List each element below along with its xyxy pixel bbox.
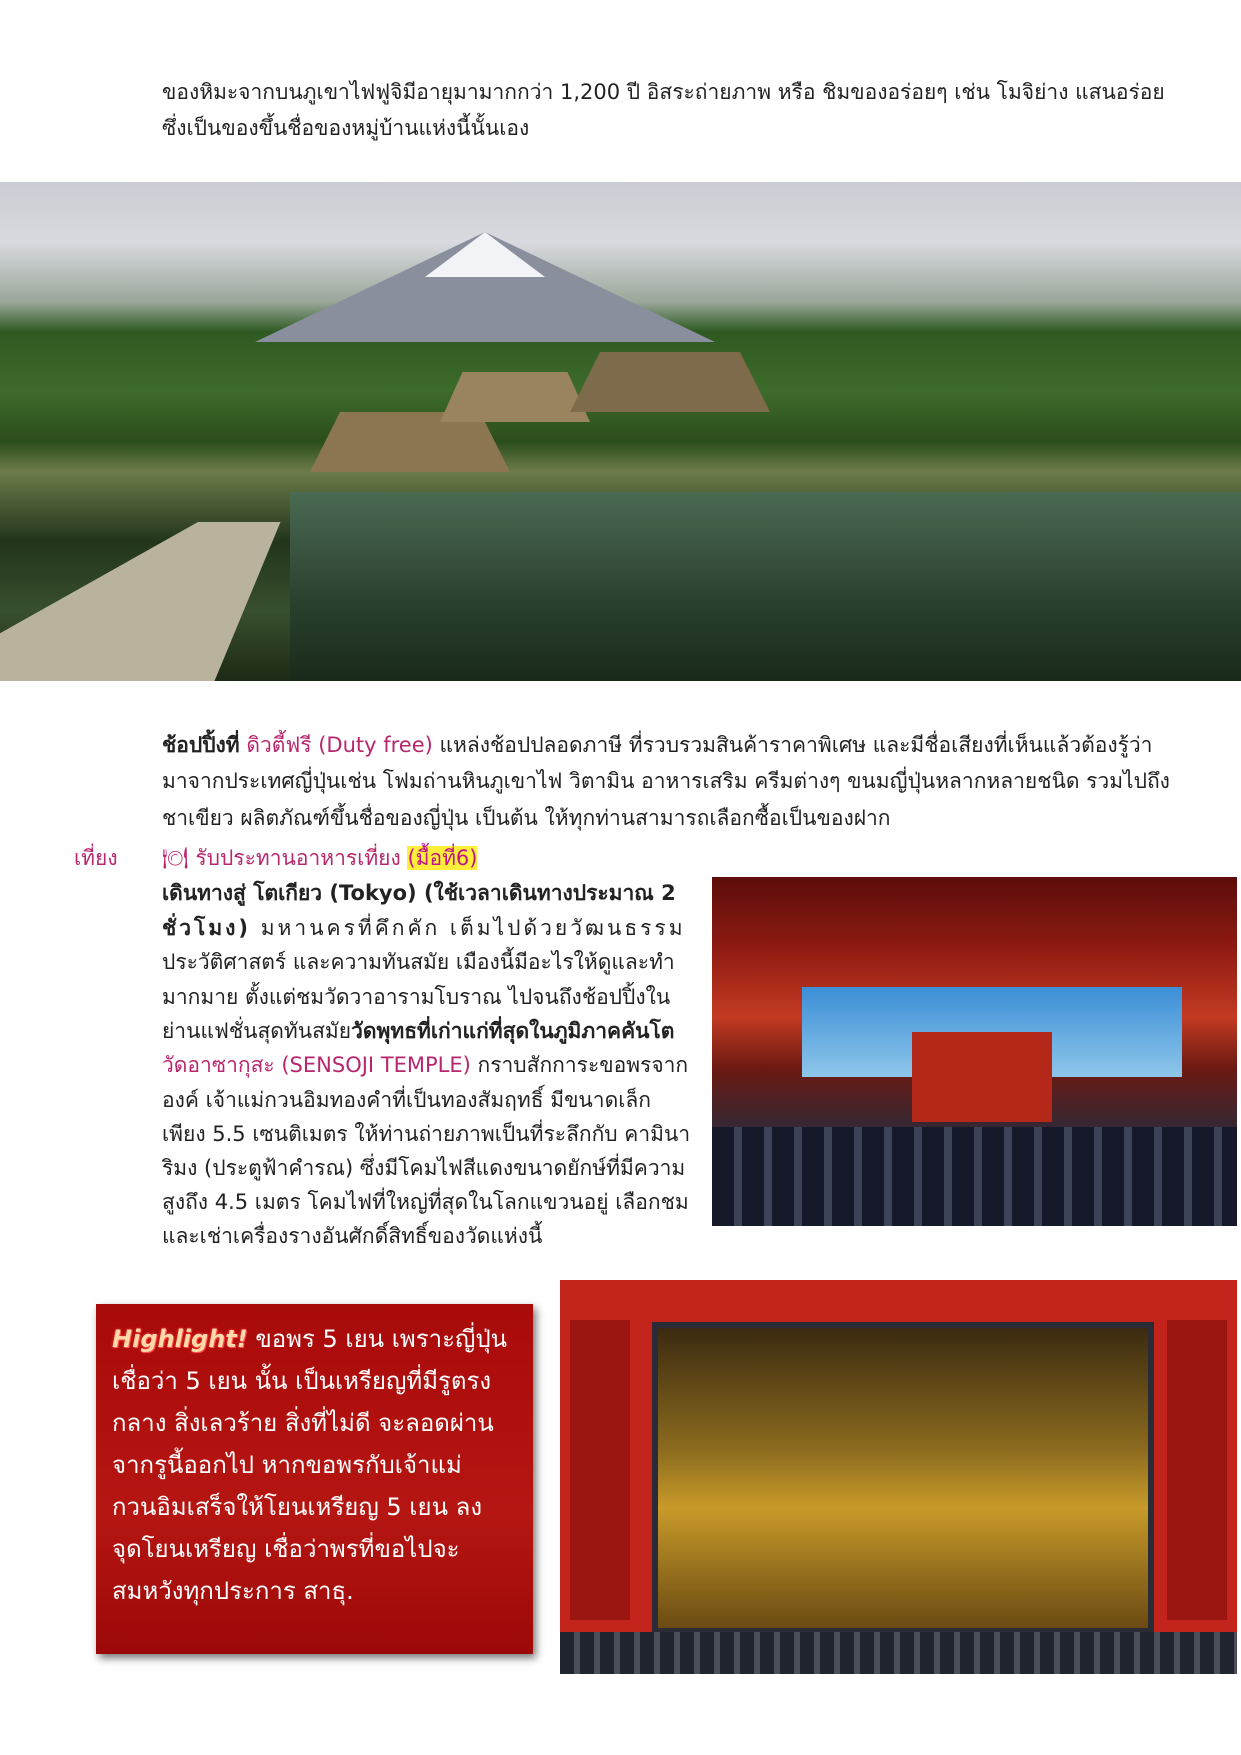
- sensoji-temple-name: วัดอาซากุสะ (SENSOJI TEMPLE): [162, 1053, 471, 1077]
- shopping-line3: ชาเขียว ผลิตภัณฑ์ขึ้นชื่อของญี่ปุ่น เป็นต้น ให้ทุกท่านสามารถเลือกซื้อเป็นของฝาก: [162, 806, 891, 830]
- highlight-label: Highlight!: [112, 1325, 248, 1353]
- intro-paragraph-line2: ซึ่งเป็นของขึ้นชื่อของหมู่บ้านแห่งนี้นั้นเอง: [162, 116, 530, 140]
- highlight-line6: จุดโยนเหรียญ เชื่อว่าพรที่ขอไปจะ: [112, 1535, 460, 1563]
- highlight-line1: ขอพร 5 เยน เพราะญี่ปุ่น: [255, 1325, 508, 1353]
- tokyo-line5-normal: ย่านแฟชั่นสุดทันสมัย: [162, 1019, 352, 1043]
- shopping-line1: [162, 727, 1152, 764]
- lunch-text: รับประทานอาหารเที่ยง: [195, 846, 401, 870]
- tokyo-line7: องค์ เจ้าแม่กวนอิมทองคำที่เป็นทองสัมฤทธิ์ มีขนาดเล็ก: [162, 1088, 651, 1112]
- lunch-line: [162, 840, 477, 877]
- dining-icon: 🍽: [162, 846, 189, 870]
- tokyo-line6-rest: กราบสักการะขอพรจาก: [477, 1053, 689, 1077]
- tokyo-line8: เพียง 5.5 เซนติเมตร ให้ท่านถ่ายภาพเป็นที่ระลึกกับ คามินา: [162, 1122, 691, 1146]
- sensoji-interior-photo: [560, 1280, 1237, 1674]
- highlight-text: [112, 1318, 523, 1612]
- tokyo-line1: เดินทางสู่ โตเกียว (Tokyo) (ใช้เวลาเดินทางประมาณ 2: [162, 881, 676, 905]
- tokyo-line5: [162, 1013, 674, 1050]
- highlight-box: [96, 1304, 533, 1654]
- sensoji-gate-photo: [712, 877, 1237, 1226]
- shopping-lead: ช้อปปิ้งที่: [162, 733, 240, 757]
- mount-fuji-village-photo: [0, 182, 1241, 681]
- tokyo-line10: สูงถึง 4.5 เมตร โคมไฟที่ใหญ่ที่สุดในโลกแขวนอยู่ เลือกชม: [162, 1190, 689, 1214]
- tokyo-line2-rest: มหานครที่คึกคัก เต็มไปด้วยวัฒนธรรม: [260, 916, 686, 940]
- highlight-line5: กวนอิมเสร็จให้โยนเหรียญ 5 เยน ลง: [112, 1493, 483, 1521]
- tokyo-duration: ชั่วโมง): [162, 916, 252, 940]
- oldest-temple-text: วัดพุทธที่เก่าแก่ที่สุดในภูมิภาคคันโต: [351, 1019, 675, 1043]
- shopping-line1-rest: แหล่งช้อปปลอดภาษี ที่รวบรวมสินค้าราคาพิเศษ และมีชื่อเสียงที่เห็นแล้วต้องรู้ว่า: [439, 733, 1153, 757]
- highlight-line4: จากรูนี้ออกไป หากขอพรกับเจ้าแม่: [112, 1451, 462, 1479]
- tokyo-line9: ริมง (ประตูฟ้าคำรณ) ซึ่งมีโคมไฟสีแดงขนาดยักษ์ที่มีความ: [162, 1156, 686, 1180]
- shopping-line2: มาจากประเทศญี่ปุ่นเช่น โฟมถ่านหินภูเขาไฟ วิตามิน อาหารเสริม ครีมต่างๆ ขนมญี่ปุ่นหลากหลายชนิด รวมไปถึง: [162, 769, 1170, 793]
- tokyo-line2: [162, 910, 686, 947]
- duty-free-place: ดิวตี้ฟรี (Duty free): [246, 733, 433, 757]
- tokyo-line11: และเช่าเครื่องรางอันศักดิ์สิทธิ์ของวัดแห่งนี้: [162, 1224, 543, 1248]
- intro-paragraph-line1: ของหิมะจากบนภูเขาไฟฟูจิมีอายุมามากกว่า 1,200 ปี อิสระถ่ายภาพ หรือ ชิมของอร่อยๆ เช่น โมจิย่าง แสนอร่อย: [162, 80, 1165, 104]
- lunch-time-label: เที่ยง: [74, 846, 118, 870]
- meal-badge: (มื้อที่6): [407, 846, 478, 870]
- tokyo-line3: ประวัติศาสตร์ และความทันสมัย เมืองนี้มีอะไรให้ดูและทำ: [162, 950, 675, 974]
- tokyo-line4: มากมาย ตั้งแต่ชมวัดวาอารามโบราณ ไปจนถึงช้อปปิ้งใน: [162, 985, 671, 1009]
- tokyo-line6: [162, 1047, 688, 1084]
- highlight-line2: เชื่อว่า 5 เยน นั้น เป็นเหรียญที่มีรูตรง: [112, 1367, 492, 1395]
- highlight-line3: กลาง สิ่งเลวร้าย สิ่งที่ไม่ดี จะลอดผ่าน: [112, 1409, 494, 1437]
- highlight-line7: สมหวังทุกประการ สาธุ.: [112, 1577, 354, 1605]
